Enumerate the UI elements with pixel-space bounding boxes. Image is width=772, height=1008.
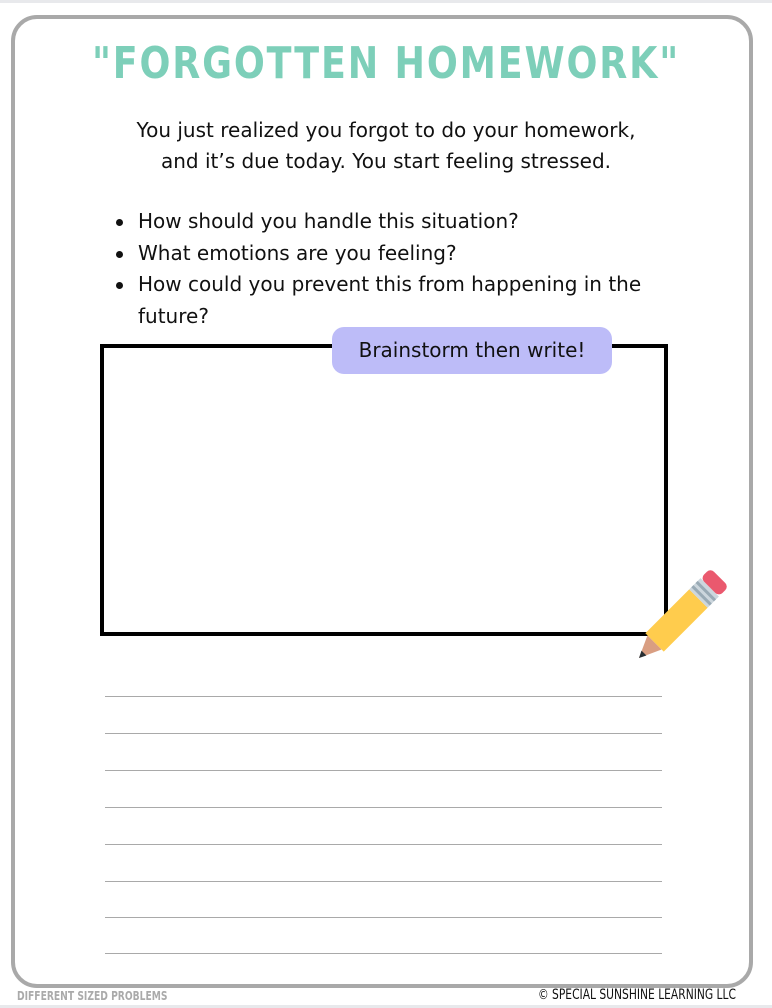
writing-line[interactable] xyxy=(105,770,662,771)
scenario-text xyxy=(60,115,712,177)
writing-line[interactable] xyxy=(105,733,662,734)
footer-series-name: DIFFERENT SIZED PROBLEMS xyxy=(17,989,168,1003)
footer-copyright: © SPECIAL SUNSHINE LEARNING LLC xyxy=(537,987,736,1003)
writing-line[interactable] xyxy=(105,807,662,808)
writing-line[interactable] xyxy=(105,917,662,918)
question-item: How should you handle this situation? xyxy=(113,206,673,238)
writing-line[interactable] xyxy=(105,696,662,697)
worksheet-title: "FORGOTTEN HOMEWORK" xyxy=(91,38,681,89)
question-item: What emotions are you feeling? xyxy=(113,238,673,270)
brainstorm-box[interactable] xyxy=(100,344,668,636)
question-item: How could you prevent this from happening in the future? xyxy=(113,269,673,332)
question-list xyxy=(113,206,673,332)
writing-line[interactable] xyxy=(105,953,662,954)
pencil-icon xyxy=(625,570,730,670)
writing-line[interactable] xyxy=(105,881,662,882)
top-edge xyxy=(0,0,772,3)
scenario-line: and it’s due today. You start feeling stressed. xyxy=(160,149,612,173)
scenario-line: You just realized you forgot to do your homework, xyxy=(136,118,636,142)
brainstorm-label: Brainstorm then write! xyxy=(332,327,612,374)
writing-line[interactable] xyxy=(105,844,662,845)
